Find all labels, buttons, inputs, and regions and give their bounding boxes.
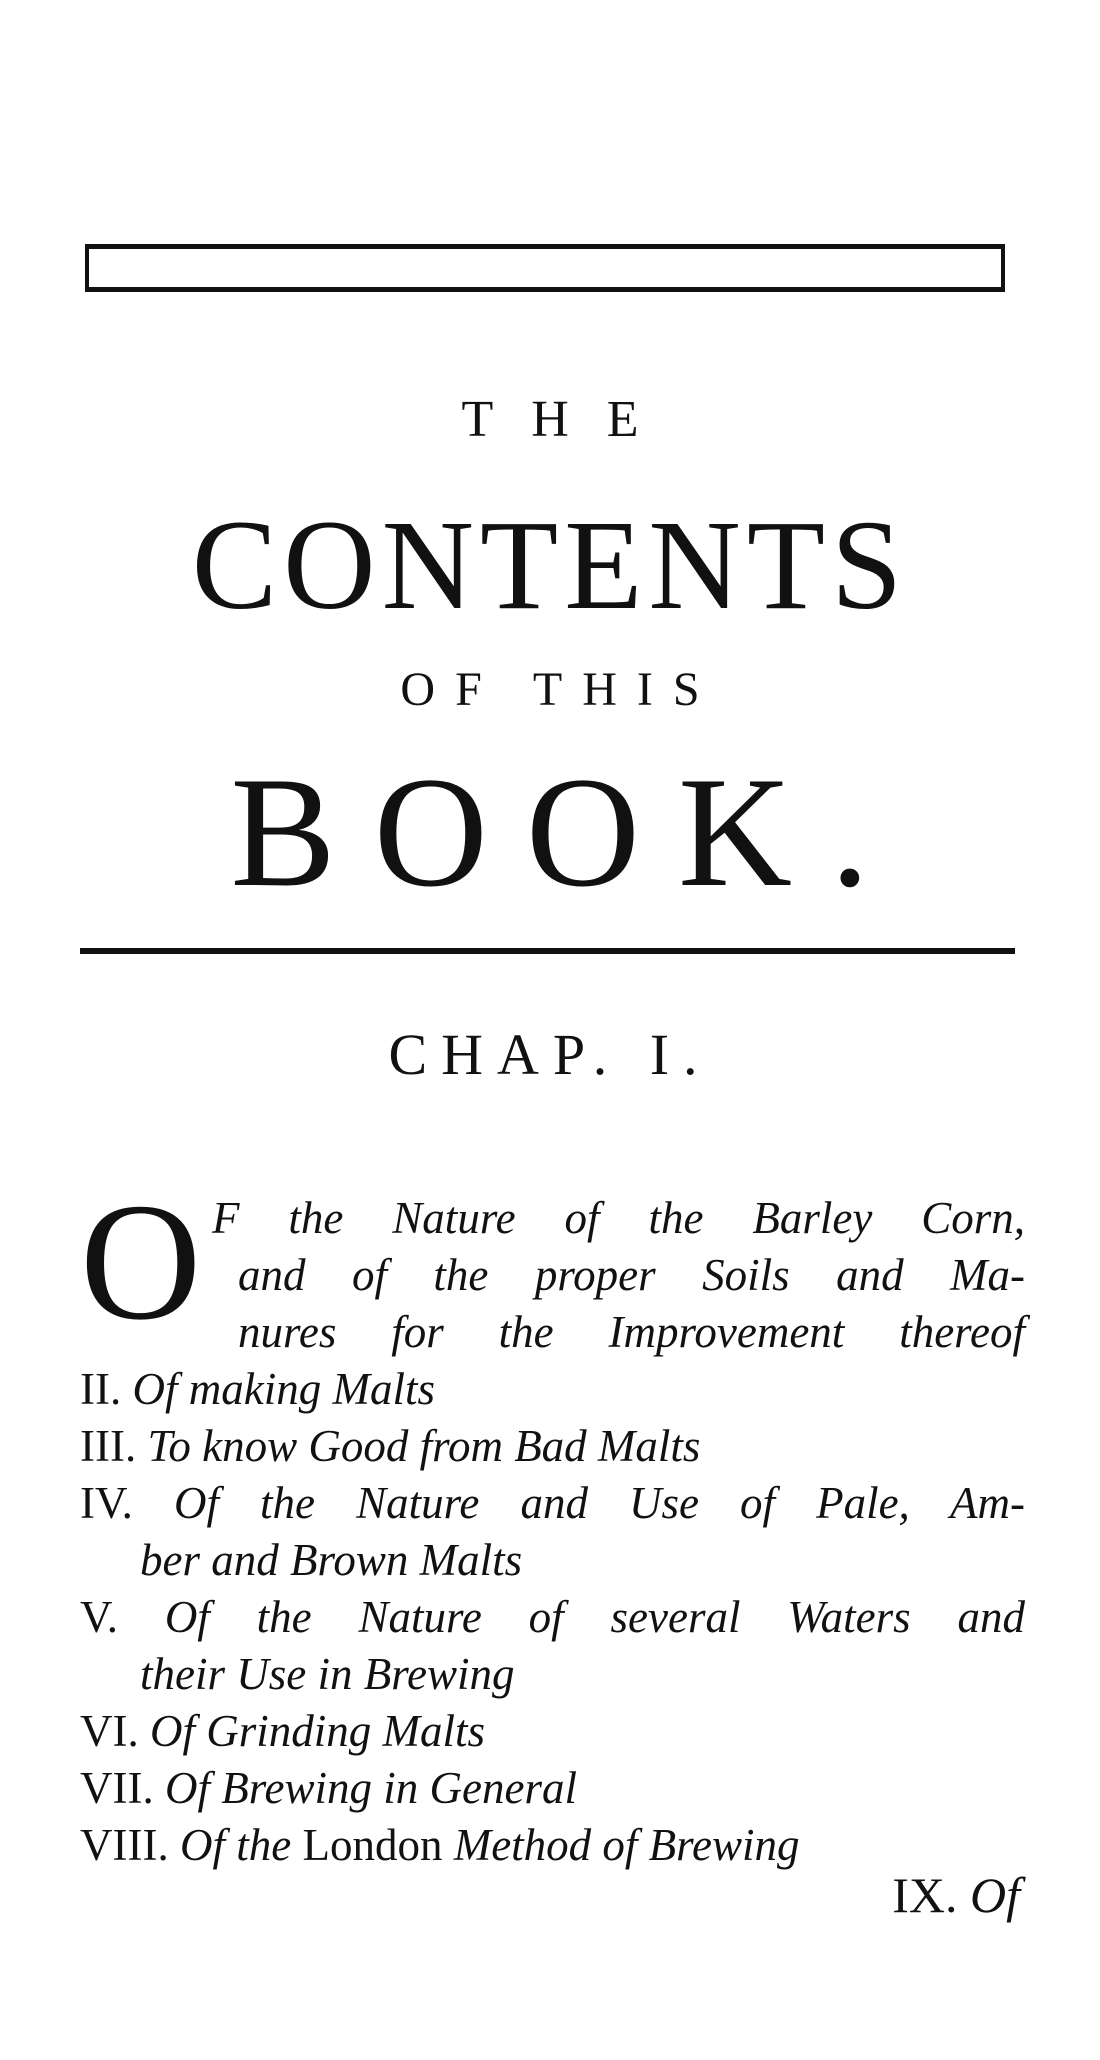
catchword: [820, 1865, 1020, 1925]
entry-8-number: VIII.: [80, 1820, 169, 1870]
entry-3-text: To know Good from Bad Malts: [147, 1421, 701, 1471]
entry-1-line-2: and of the proper Soils and Ma-: [238, 1250, 1025, 1300]
contents-list: [80, 1169, 1026, 1874]
entry-2-text: Of making Malts: [132, 1364, 435, 1414]
contents-entry-7: [80, 1760, 1025, 1817]
drop-cap: O: [80, 1169, 202, 1355]
entry-7-text: Of Brewing in General: [164, 1763, 577, 1813]
entry-5-text: Of the Nature of several Waters and: [164, 1592, 1025, 1642]
contents-entry-3: [80, 1418, 1025, 1475]
entry-7-number: VII.: [80, 1763, 154, 1813]
contents-entry-4: [80, 1475, 1025, 1532]
entry-4-text: Of the Nature and Use of Pale, Am-: [174, 1478, 1026, 1528]
entry-8-text-a: Of the: [179, 1820, 292, 1870]
contents-entry-1: [80, 1169, 1025, 1361]
entry-8-text-c: Method of Brewing: [453, 1820, 800, 1870]
entry-5-continuation: their Use in Brewing: [140, 1649, 515, 1699]
entry-4-continuation: ber and Brown Malts: [140, 1535, 523, 1585]
title-book: BOOK.: [230, 745, 908, 920]
title-contents: CONTENTS: [191, 494, 909, 636]
catchword-number: IX.: [892, 1867, 958, 1923]
rule-end-right: [1001, 244, 1005, 292]
rule-end-left: [85, 244, 89, 292]
section-rule: [80, 948, 1015, 954]
chapter-heading: CHAP. I.: [388, 1022, 712, 1087]
entry-3-number: III.: [80, 1421, 137, 1471]
entry-5-number: V.: [80, 1592, 118, 1642]
catchword-word: Of: [970, 1867, 1020, 1923]
title-of-this: OF THIS: [400, 663, 720, 716]
entry-2-number: II.: [80, 1364, 122, 1414]
contents-entry-6: [80, 1703, 1025, 1760]
top-double-rule: [85, 244, 1005, 292]
title-the: THE: [461, 391, 677, 448]
entry-1-line-1: F the Nature of the Barley Corn,: [212, 1193, 1025, 1243]
entry-4-number: IV.: [80, 1478, 133, 1528]
entry-6-text: Of Grinding Malts: [149, 1706, 486, 1756]
entry-6-number: VI.: [80, 1706, 139, 1756]
contents-entry-5: [80, 1589, 1025, 1646]
contents-entry-2: [80, 1361, 1025, 1418]
entry-8-text-london: London: [302, 1820, 443, 1870]
entry-1-line-3: nures for the Improvement thereof: [238, 1307, 1025, 1357]
